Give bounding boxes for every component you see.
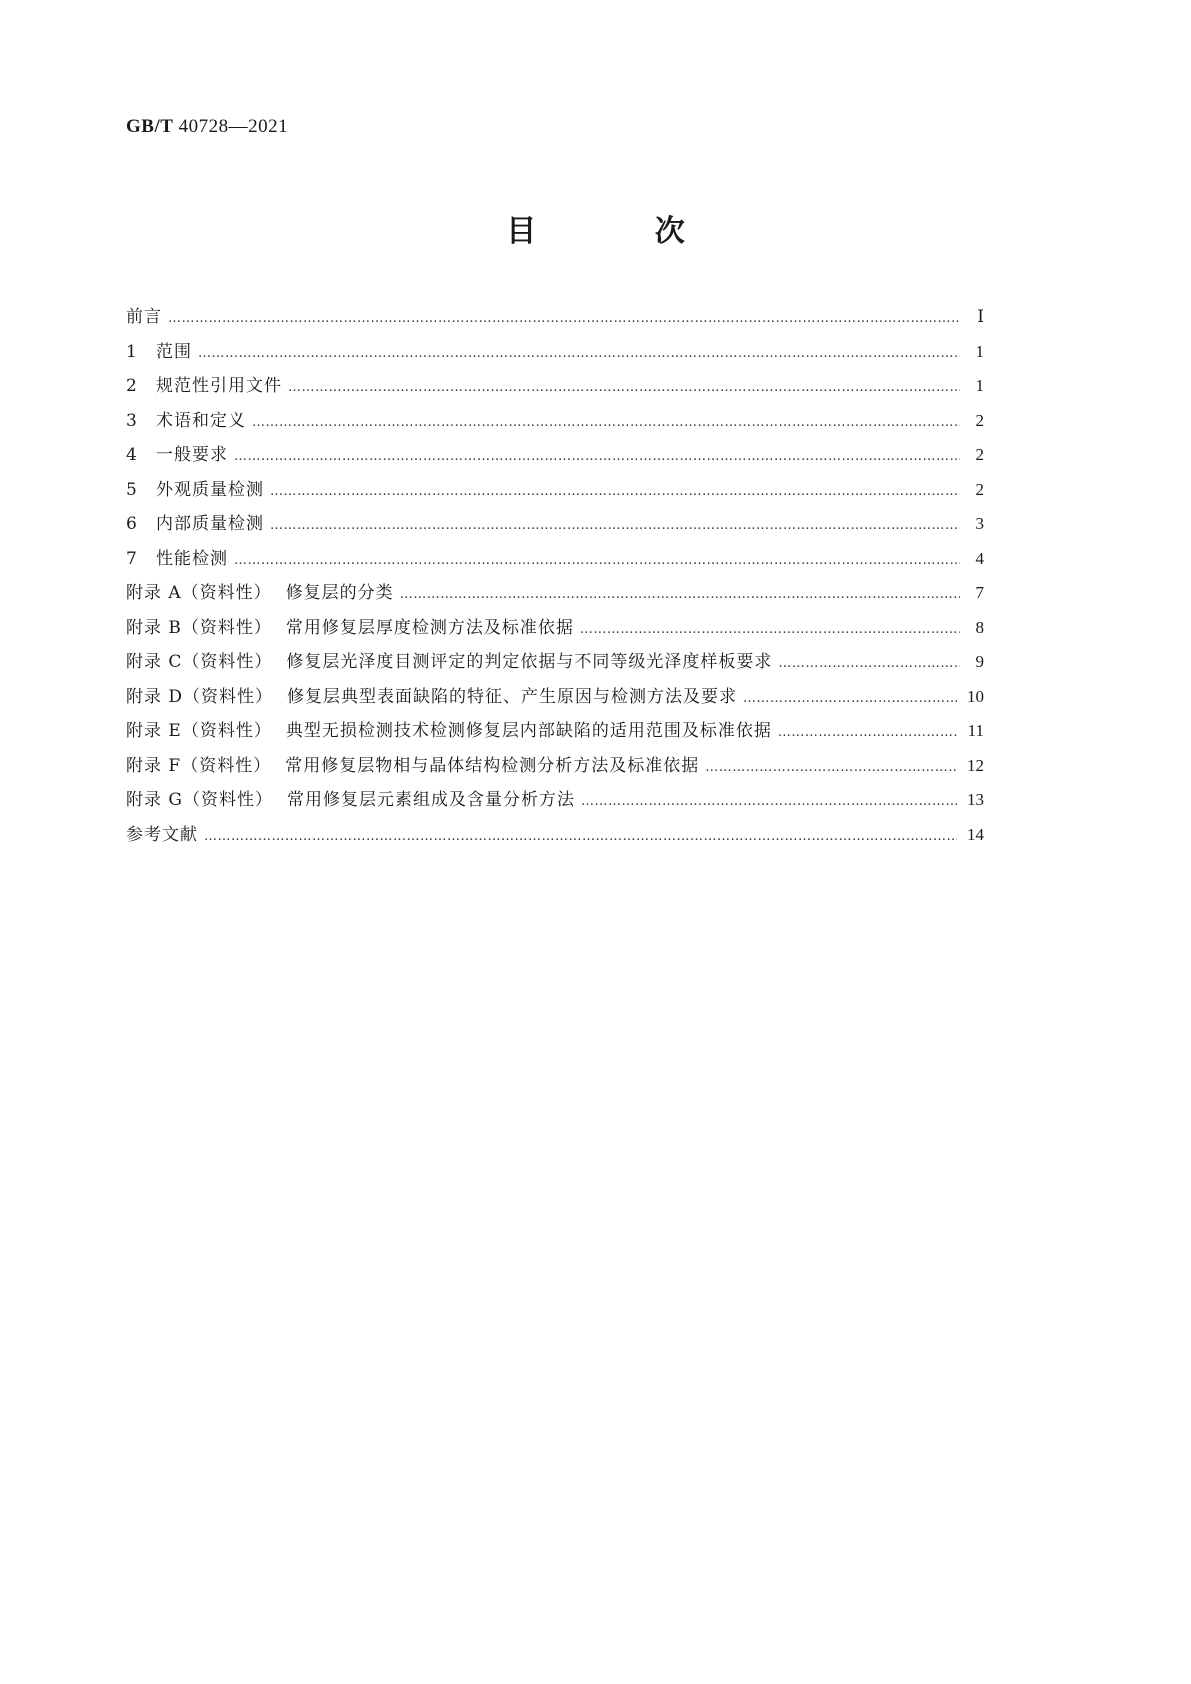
table-of-contents [126,300,984,852]
toc-page-number: 10 [967,686,984,706]
toc-annex-title: 常用修复层厚度检测方法及标准依据 [285,617,574,638]
toc-page-number: Ⅰ [977,307,984,326]
toc-annex-label: 附录 A（资料性） [126,583,272,603]
toc-dot-leader [234,440,960,475]
toc-page-number: 1 [975,341,984,361]
toc-entry-foreword[interactable] [126,300,984,335]
toc-dot-leader [581,785,957,820]
toc-dot-leader [168,302,960,337]
standard-code-number: 40728—2021 [178,116,289,137]
toc-page-number: 2 [975,479,984,499]
toc-entry-clause-5[interactable] [126,473,984,508]
toc-page-number: 14 [967,824,984,844]
page-title: 目 次 [506,214,739,249]
toc-entry-annex-a[interactable] [126,576,984,611]
toc-entry-clause-6[interactable] [126,507,984,542]
toc-page-number: 7 [975,583,984,602]
toc-dot-leader [198,337,960,372]
toc-entry-clause-1[interactable] [126,335,984,370]
toc-annex-title: 常用修复层物相与晶体结构检测分析方法及标准依据 [285,755,700,776]
toc-entry-label: 前言 [126,307,162,327]
toc-dot-leader [743,682,957,717]
toc-entry-label: 性能检测 [156,548,228,569]
toc-dot-leader [580,613,960,648]
toc-clause-number: 1 [126,341,137,362]
toc-entry-label: 一般要求 [156,445,228,465]
toc-annex-title: 修复层典型表面缺陷的特征、产生原因与检测方法及要求 [287,686,738,707]
standard-code [126,116,288,138]
toc-dot-leader [400,578,960,613]
toc-annex-title: 修复层光泽度目测评定的判定依据与不同等级光泽度样板要求 [286,652,773,672]
toc-page-number: 11 [967,721,984,740]
toc-annex-label: 附录 B（资料性） [126,617,272,638]
toc-annex-label: 附录 E（资料性） [126,721,272,741]
toc-page-number: 2 [975,410,984,430]
toc-page-number: 13 [967,790,984,809]
toc-dot-leader [252,406,960,441]
toc-page-number: 4 [975,548,984,568]
toc-page-number: 8 [975,617,984,637]
toc-entry-label: 内部质量检测 [156,514,264,534]
toc-page-number: 2 [975,445,984,464]
toc-entry-annex-f[interactable] [126,749,984,784]
toc-page-number: 3 [975,514,984,533]
toc-page-number: 1 [975,376,984,395]
toc-entry-clause-2[interactable] [126,369,984,404]
toc-dot-leader [204,820,957,855]
toc-annex-title: 常用修复层元素组成及含量分析方法 [286,790,575,810]
toc-clause-number: 5 [126,479,137,500]
toc-clause-number: 2 [126,376,137,396]
toc-entry-label: 术语和定义 [156,410,246,431]
toc-entry-annex-g[interactable] [126,783,984,818]
toc-dot-leader [270,509,960,544]
toc-entry-annex-b[interactable] [126,611,984,646]
toc-dot-leader [270,475,960,510]
toc-annex-title: 修复层的分类 [285,583,394,603]
toc-dot-leader [234,544,960,579]
toc-annex-label: 附录 C（资料性） [126,652,273,672]
toc-annex-label: 附录 G（资料性） [126,790,273,810]
toc-entry-annex-e[interactable] [126,714,984,749]
toc-annex-title: 典型无损检测技术检测修复层内部缺陷的适用范围及标准依据 [285,721,772,741]
toc-page-number: 12 [967,755,984,775]
toc-dot-leader [778,716,958,751]
toc-dot-leader [705,751,957,786]
toc-entry-references[interactable] [126,818,984,853]
toc-annex-label: 附录 D（资料性） [126,686,274,707]
toc-page-number: 9 [975,652,984,671]
toc-dot-leader [288,371,960,406]
toc-entry-label: 规范性引用文件 [156,376,282,396]
toc-entry-clause-3[interactable] [126,404,984,439]
toc-entry-label: 外观质量检测 [156,479,264,500]
toc-clause-number: 4 [126,445,137,465]
toc-entry-annex-d[interactable] [126,680,984,715]
toc-entry-label: 范围 [156,341,192,362]
toc-entry-annex-c[interactable] [126,645,984,680]
toc-clause-number: 6 [126,514,137,534]
toc-annex-label: 附录 F（资料性） [126,755,272,776]
toc-clause-number: 3 [126,410,137,431]
toc-entry-label: 参考文献 [126,824,198,845]
toc-dot-leader [778,647,960,682]
toc-entry-clause-7[interactable] [126,542,984,577]
toc-clause-number: 7 [126,548,137,569]
toc-entry-clause-4[interactable] [126,438,984,473]
standard-code-prefix: GB/T [126,116,174,137]
